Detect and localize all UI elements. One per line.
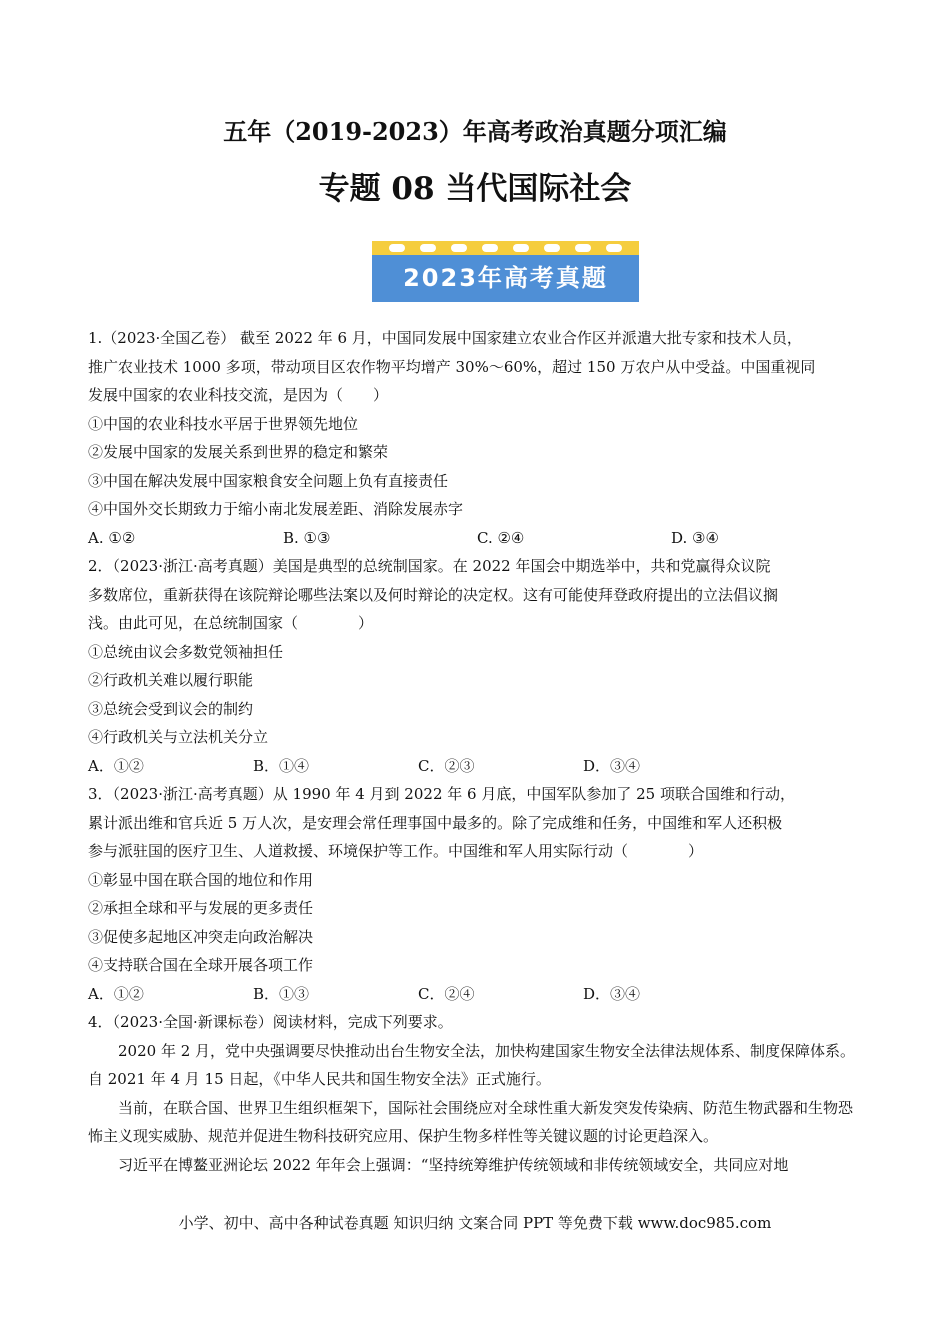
question-item: ①彰显中国在联合国的地位和作用 <box>88 870 314 889</box>
question-item: ③促使多起地区冲突走向政治解决 <box>88 927 314 946</box>
option-c: C．②④ <box>418 984 475 1003</box>
option-b: B．①④ <box>253 756 310 775</box>
answer-options <box>88 752 863 781</box>
question-stem-line: 参与派驻国的医疗卫生、人道救援、环境保护等工作。中国维和军人用实际行动（ ） <box>88 842 704 860</box>
question-stem-line: 1.（2023·全国乙卷） 截至 2022 年 6 月，中国同发展中国家建立农业合作区并派遣大批专家和技术人员， <box>88 329 802 347</box>
page-title: 五年（2019-2023）年高考政治真题分项汇编 <box>223 117 727 146</box>
question-stem-line: 3．（2023·浙江·高考真题）从 1990 年 4 月到 2022 年 6 月底，中国军队参加了 25 项联合国维和行动， <box>88 785 795 803</box>
question-stem-line: 发展中国家的农业科技交流，是因为（ ） <box>88 386 389 404</box>
question-4 <box>88 1008 863 1179</box>
question-stem-line: 2．（2023·浙江·高考真题）美国是典型的总统制国家。在 2022 年国会中期选举中，共和党赢得众议院 <box>88 557 771 575</box>
material-paragraph: 2020 年 2 月，党中央强调要尽快推动出台生物安全法，加快构建国家生物安全法律法规体系、制度保障体系。自 2021 年 4 月 15 日起，《中华人民共和国生物安全法》正式施行。 <box>88 1041 856 1088</box>
option-d: D．③④ <box>583 756 641 775</box>
banner-label: 2023年高考真题 <box>372 255 639 302</box>
question-stem-line: 4．（2023·全国·新课标卷）阅读材料，完成下列要求。 <box>88 1013 453 1031</box>
answer-options <box>88 524 863 553</box>
question-2 <box>88 552 863 780</box>
question-item: ②发展中国家的发展关系到世界的稳定和繁荣 <box>88 443 389 461</box>
option-c: C．②③ <box>418 756 475 775</box>
question-item: ④中国外交长期致力于缩小南北发展差距、消除发展赤字 <box>88 500 464 518</box>
question-stem-line: 累计派出维和官兵近 5 万人次，是安理会常任理事国中最多的。除了完成维和任务，中国维和军人还积极 <box>88 813 783 832</box>
question-item: ①中国的农业科技水平居于世界领先地位 <box>88 414 359 433</box>
question-1 <box>88 324 863 552</box>
answer-options <box>88 980 863 1009</box>
option-d: D. ③④ <box>671 528 719 547</box>
material-paragraph: 当前，在联合国、世界卫生组织框架下，国际社会围绕应对全球性重大新发突发传染病、防范生物武器和生物恐怖主义现实威胁、规范并促进生物科技研究应用、保护生物多样性等关键议题的讨论更趋深入。 <box>88 1098 854 1145</box>
question-3 <box>88 780 863 1008</box>
option-a: A．①② <box>88 984 144 1003</box>
option-c: C. ②④ <box>477 528 525 547</box>
page-footer: 小学、初中、高中各种试卷真题 知识归纳 文案合同 PPT 等免费下载 www.doc985.com <box>178 1214 772 1232</box>
question-list <box>88 324 863 1179</box>
option-a: A．①② <box>88 756 144 775</box>
question-stem-line: 推广农业技术 1000 多项，带动项目区农作物平均增产 30%～60%，超过 150 万农户从中受益。中国重视同 <box>88 357 816 376</box>
option-d: D．③④ <box>583 984 641 1003</box>
section-banner <box>372 241 639 302</box>
question-stem-line: 浅。由此可见，在总统制国家（ ） <box>88 614 374 632</box>
material-paragraph: 习近平在博鳌亚洲论坛 2022 年年会上强调：“坚持统筹维护传统领域和非传统领域安全，共同应对地 <box>118 1155 789 1174</box>
question-item: ②承担全球和平与发展的更多责任 <box>88 899 314 917</box>
question-item: ③中国在解决发展中国家粮食安全问题上负有直接责任 <box>88 471 449 490</box>
question-item: ④支持联合国在全球开展各项工作 <box>88 956 314 974</box>
banner-dots <box>372 241 639 255</box>
question-item: ①总统由议会多数党领袖担任 <box>88 642 284 661</box>
question-stem-line: 多数席位，重新获得在该院辩论哪些法案以及何时辩论的决定权。这有可能使拜登政府提出的立法倡议搁 <box>88 585 779 604</box>
question-item: ④行政机关与立法机关分立 <box>88 728 269 746</box>
option-b: B．①③ <box>253 984 310 1003</box>
option-b: B. ①③ <box>283 528 331 547</box>
page-subtitle: 专题 08 当代国际社会 <box>318 171 632 207</box>
question-item: ③总统会受到议会的制约 <box>88 699 254 718</box>
option-a: A. ①② <box>88 528 136 547</box>
question-item: ②行政机关难以履行职能 <box>88 671 254 689</box>
